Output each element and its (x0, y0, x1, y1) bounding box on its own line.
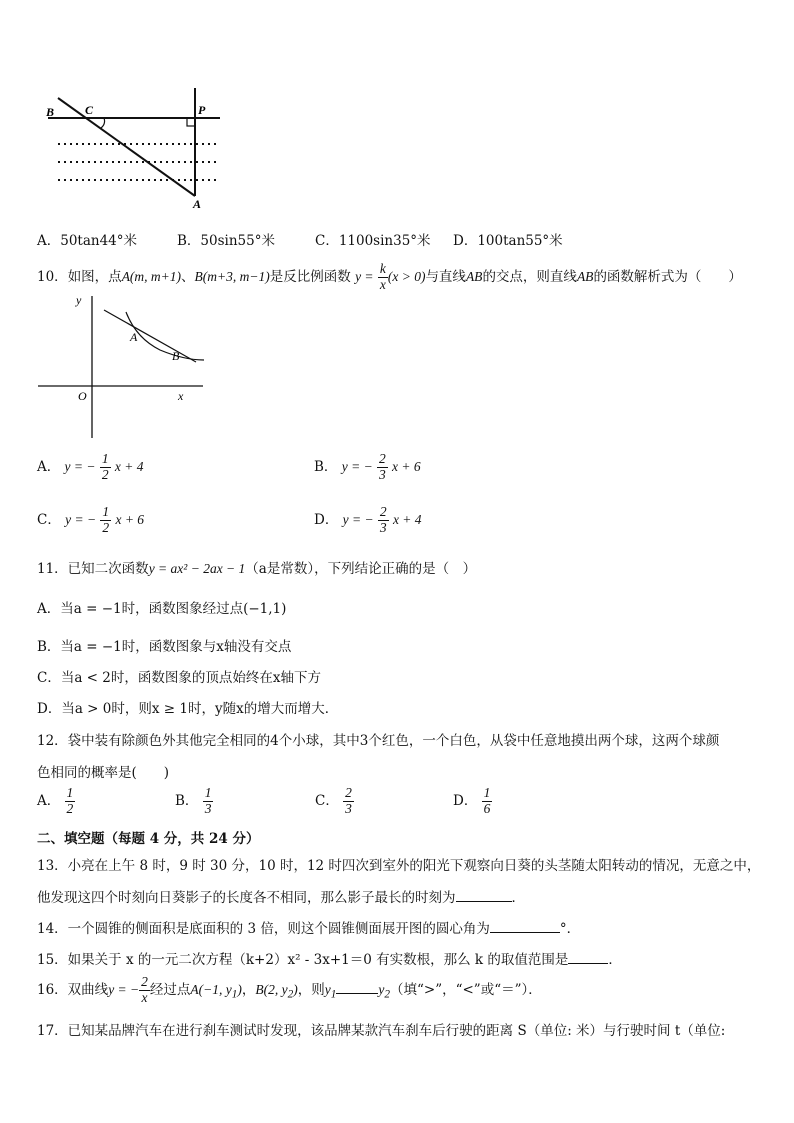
q10-point-a: A(m, m+1) (121, 268, 182, 284)
label-a: A (193, 197, 202, 211)
q14-end: °． (559, 921, 581, 937)
q13-answer-blank[interactable] (456, 900, 512, 902)
frac-den: x (379, 276, 386, 292)
label-p: P (198, 103, 206, 117)
q10-text-b: 是反比例函数 (269, 268, 351, 285)
q12-option-a (37, 786, 75, 817)
q16-sub-2: 2 (287, 988, 294, 1001)
label-x: x (178, 389, 184, 403)
frac-den: 2 (101, 466, 109, 482)
q14 (37, 917, 580, 937)
label-b: B (46, 105, 55, 119)
q10-option-c (37, 505, 144, 536)
q16-frac (139, 975, 150, 1006)
frac-num: 2 (379, 504, 387, 519)
frac-den: 3 (378, 466, 386, 482)
angle-arc (101, 118, 105, 128)
label-o: O (78, 389, 87, 403)
q9-option-a: A．50tan44°米 (37, 233, 138, 249)
q10-line-ab-2: AB (576, 268, 594, 284)
q10-number: 10． (37, 268, 68, 285)
option-pre: y = − (341, 458, 373, 474)
q16-lhs: y = − (108, 981, 140, 997)
q11-stem-b: （a是常数），下列结论正确的是（ ） (245, 561, 477, 577)
option-frac (343, 786, 354, 817)
q11-option-a: A．当a = −1时，函数图象经过点(−1,1) (37, 601, 287, 617)
q16-answer-blank[interactable] (336, 992, 378, 994)
q11-func: y = ax² − 2ax − 1 (148, 561, 246, 576)
q13-line2 (37, 886, 525, 906)
frac-num: 1 (101, 451, 109, 466)
q15 (37, 948, 622, 968)
q15-answer-blank[interactable] (568, 962, 608, 964)
q12-line2: 色相同的概率是( ) (37, 765, 170, 781)
label-b: B (172, 349, 180, 363)
q12-option-d (453, 786, 492, 817)
option-post: x + 6 (115, 511, 145, 527)
option-post: x + 4 (114, 458, 144, 474)
label-a: A (130, 330, 138, 344)
q10-line-ab: AB (465, 268, 483, 284)
frac-num: 1 (204, 785, 212, 800)
q16-y2-sub: 2 (384, 988, 390, 1001)
q14-answer-blank[interactable] (490, 931, 560, 933)
q16-y2: y (378, 981, 385, 997)
frac-num: 1 (483, 785, 491, 800)
frac-num: 2 (141, 974, 148, 989)
option-label: D． (453, 792, 478, 809)
frac-num: 2 (378, 451, 386, 466)
q12-line1: 12．袋中装有除颜色外其他完全相同的4个小球，其中3个红色，一个白色，从袋中任意地摸出两个球，这两个球颜 (37, 733, 720, 749)
frac-num: 1 (66, 785, 74, 800)
option-label: A． (37, 792, 61, 809)
q10-func-domain: (x > 0) (387, 268, 426, 284)
option-pre: y = − (64, 458, 96, 474)
q10-text-e: 的函数解析式为（ ） (593, 268, 742, 285)
q10-figure (38, 290, 218, 440)
q10-option-b (314, 452, 421, 483)
option-post: x + 6 (392, 458, 421, 474)
q10-text-c: 与直线 (425, 268, 466, 285)
option-frac (100, 452, 111, 483)
q13-end: ． (511, 890, 525, 906)
frac-den: 3 (204, 800, 212, 816)
q16-mid: 经过点 (149, 981, 191, 998)
q16-sub-1: 1 (231, 988, 238, 1001)
q17: 17．已知某品牌汽车在进行刹车测试时发现，该品牌某款汽车刹车后行驶的距离 S（单位: 米）与行驶时间 t（单位: (37, 1023, 726, 1039)
q16-tail: （填“>”，“<”或“＝”）． (389, 981, 542, 998)
option-frac (377, 452, 388, 483)
q10-sep: 、 (181, 268, 195, 285)
option-label: C． (37, 511, 61, 528)
q16-y1-sub: 1 (330, 988, 337, 1001)
label-c: C (85, 103, 94, 117)
option-label: A． (37, 458, 61, 475)
q11-stem (37, 557, 476, 577)
q16-close-a: ) (237, 981, 242, 997)
q15-end: ． (608, 952, 622, 968)
option-frac (65, 786, 76, 817)
q16-y1: y (324, 981, 331, 997)
frac-den: 2 (102, 519, 110, 535)
q11-option-d: D．当a > 0时，则x ≥ 1时，y随x的增大而增大． (37, 701, 339, 717)
q10-func-frac (378, 262, 388, 293)
q9-option-b: B．50sin55°米 (177, 233, 275, 249)
option-pre: y = − (65, 511, 97, 527)
q11-option-b: B．当a = −1时，函数图象与x轴没有交点 (37, 639, 292, 655)
option-label: B． (175, 792, 199, 809)
q13-line1: 13．小亮在上午 8 时，9 时 30 分，10 时，12 时四次到室外的阳光下观察向日葵的头茎随太阳转动的情况，无意之中， (37, 858, 761, 874)
q10-stem (37, 262, 742, 293)
q14-text: 14．一个圆锥的侧面积是底面积的 3 倍，则这个圆锥侧面展开图的圆心角为 (37, 921, 490, 937)
option-post: x + 4 (392, 511, 422, 527)
q13-text: 他发现这四个时刻向日葵影子的长度各不相同，那么影子最长的时刻为 (37, 890, 456, 906)
q12-option-c (315, 786, 354, 817)
q9-option-c: C．1100sin35°米 (315, 233, 431, 249)
frac-den: x (141, 989, 148, 1005)
frac-num: 2 (345, 785, 352, 800)
q10-func-lhs: y = (355, 268, 374, 284)
frac-num: k (379, 261, 386, 276)
q16-point-a: A(−1, y (190, 981, 232, 997)
q16-comma: ， (241, 981, 256, 998)
line-ab (104, 310, 196, 362)
right-angle-mark (187, 118, 195, 126)
frac-num: 1 (102, 504, 110, 519)
hyperbola-curve (126, 312, 204, 360)
option-frac (378, 505, 389, 536)
frac-den: 2 (66, 800, 74, 816)
q16-pre: 16．双曲线 (37, 981, 109, 998)
q10-option-d (314, 505, 422, 536)
label-y: y (76, 293, 82, 307)
q10-option-a (37, 452, 143, 483)
q12-option-b (175, 786, 213, 817)
frac-den: 3 (345, 800, 352, 816)
option-pre: y = − (342, 511, 374, 527)
q15-text: 15．如果关于 x 的一元二次方程（k+2）x² - 3x+1＝0 有实数根，那么 k 的取值范围是 (37, 952, 569, 968)
q16-point-b: B(2, y (255, 981, 288, 997)
q16 (37, 975, 542, 1006)
q11-option-c: C．当a < 2时，函数图象的顶点始终在x轴下方 (37, 670, 321, 686)
option-frac (100, 505, 111, 536)
frac-den: 6 (483, 800, 491, 816)
option-label: B． (314, 458, 338, 475)
option-label: C． (315, 792, 339, 809)
q9-option-d: D．100tan55°米 (453, 233, 563, 249)
section-heading: 二、填空题（每题 4 分，共 24 分） (37, 831, 260, 847)
q11-stem-a: 11．已知二次函数 (37, 561, 149, 577)
frac-den: 3 (379, 519, 387, 535)
option-label: D． (314, 511, 339, 528)
option-frac (203, 786, 214, 817)
q16-then: ，则 (297, 981, 325, 998)
option-frac (482, 786, 493, 817)
q16-close-b: ) (293, 981, 298, 997)
q9-figure (40, 84, 230, 214)
q10-text-a: 如图，点 (67, 268, 122, 285)
q10-point-b: B(m+3, m−1) (194, 268, 270, 284)
diagonal-line (58, 98, 195, 196)
q10-text-d: 的交点，则直线 (482, 268, 577, 285)
